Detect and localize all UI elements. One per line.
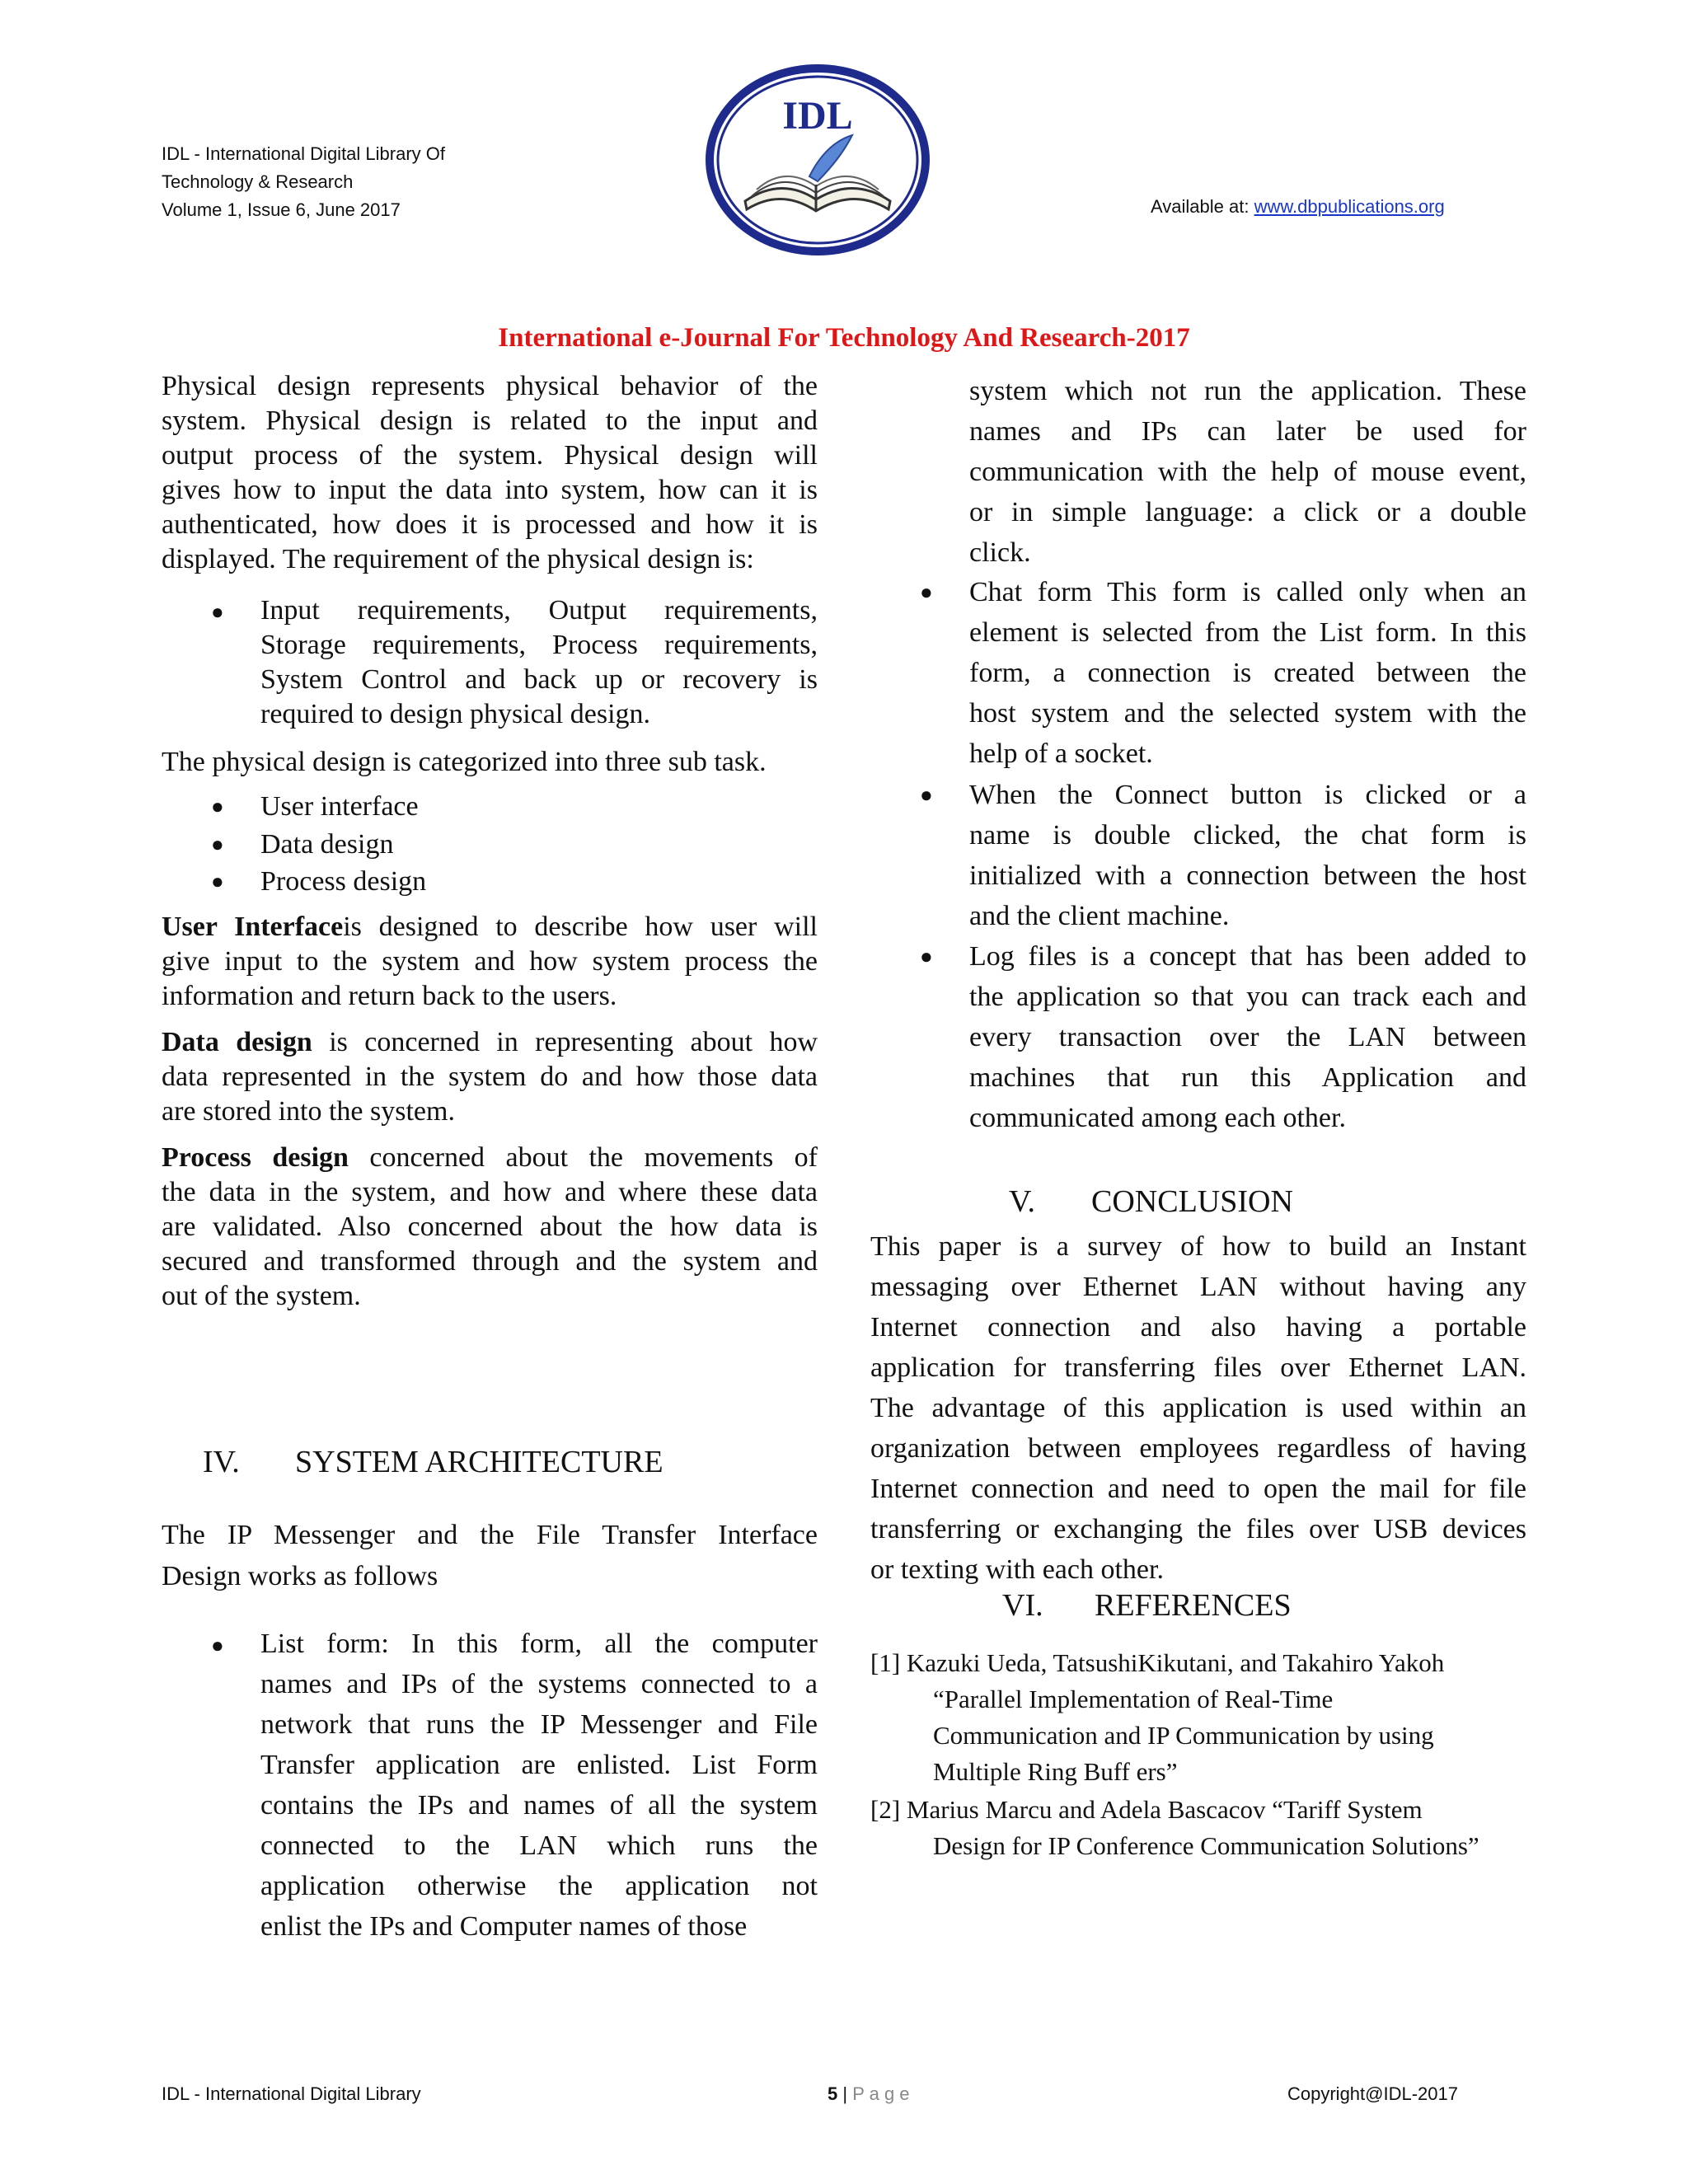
dd-bold: Data design — [162, 1027, 312, 1057]
ui-text: is designed to describe how user will — [343, 912, 818, 942]
log-line: machines that run this Application and — [969, 1062, 1526, 1093]
arch-line: Design works as follows — [162, 1561, 438, 1591]
bullet-icon: ● — [211, 600, 224, 624]
chat-form-bullet — [969, 572, 1526, 774]
process-design-para — [162, 1141, 818, 1314]
conclusion-line: or texting with each other. — [870, 1554, 1164, 1585]
intro-line: gives how to input the data into system, how can it is — [162, 475, 818, 505]
log-line: every transaction over the LAN between — [969, 1022, 1526, 1052]
requirements-bullet — [260, 593, 818, 732]
log-files-bullet — [969, 936, 1526, 1138]
arch-line: The IP Messenger and the File Transfer Interface — [162, 1520, 818, 1550]
ref2-line: [2] Marius Marcu and Adela Bascacov “Tariff System — [870, 1795, 1423, 1824]
section-6-number: VI. — [1002, 1588, 1043, 1623]
dd-line: are stored into the system. — [162, 1096, 455, 1127]
conclusion-para — [870, 1226, 1526, 1590]
bullet-line: System Control and back up or recovery is — [260, 664, 818, 695]
list-form-line: application otherwise the application not — [260, 1871, 818, 1901]
chat-line: form, a connection is created between the — [969, 658, 1526, 688]
log-line: Log files is a concept that has been added to — [969, 941, 1526, 972]
bullet-line: required to design physical design. — [260, 699, 651, 729]
pd-line: the data in the system, and how and where these data — [162, 1177, 818, 1207]
ui-line: give input to the system and how system process the — [162, 946, 818, 977]
footer-left: IDL - International Digital Library — [162, 2083, 421, 2104]
bullet-icon: ● — [211, 869, 224, 893]
list-form-line: enlist the IPs and Computer names of those — [260, 1911, 748, 1942]
available-label: Available at: — [1151, 196, 1254, 217]
pd-line: out of the system. — [162, 1281, 361, 1311]
intro-line: output process of the system. Physical design will — [162, 440, 818, 471]
bullet-line: Input requirements, Output requirements, — [260, 595, 818, 626]
connect-line: and the client machine. — [969, 901, 1230, 931]
conclusion-line: Internet connection and need to open the mail for file — [870, 1474, 1526, 1504]
bullet-icon: ● — [211, 794, 224, 818]
subtask-item: Data design — [260, 829, 394, 860]
footer-page — [828, 2083, 910, 2105]
list-form-line: List form: In this form, all the computer — [260, 1629, 818, 1659]
ref1-line: Communication and IP Communication by using — [933, 1721, 1434, 1750]
pd-line: are validated. Also concerned about the how data is — [162, 1212, 818, 1242]
header-line-3: Volume 1, Issue 6, June 2017 — [162, 199, 401, 220]
section-6-title: REFERENCES — [1095, 1588, 1292, 1623]
chat-line: host system and the selected system with the — [969, 698, 1526, 729]
subtask-item: Process design — [260, 866, 427, 897]
chat-line: help of a socket. — [969, 738, 1153, 769]
cont-line: system which not run the application. These — [969, 376, 1526, 406]
intro-line: authenticated, how does it is processed and how it is — [162, 509, 818, 540]
list-form-line: Transfer application are enlisted. List Form — [260, 1750, 818, 1780]
connect-line: When the Connect button is clicked or a — [969, 780, 1526, 810]
ui-line: information and return back to the users. — [162, 981, 617, 1011]
cont-line: names and IPs can later be used for — [969, 416, 1526, 447]
connect-line: initialized with a connection between the host — [969, 860, 1526, 891]
conclusion-line: transferring or exchanging the files over USB devices — [870, 1514, 1526, 1544]
cont-line: click. — [969, 537, 1031, 568]
header-left — [162, 140, 445, 224]
dd-line — [162, 1025, 818, 1060]
pd-text: concerned about the movements of — [348, 1142, 818, 1173]
section-4-title: SYSTEM ARCHITECTURE — [295, 1445, 663, 1479]
page-separator: | — [837, 2083, 853, 2104]
list-form-line: contains the IPs and names of all the system — [260, 1790, 818, 1821]
connect-bullet — [969, 775, 1526, 936]
header-line-2: Technology & Research — [162, 171, 354, 192]
cont-line: communication with the help of mouse event, — [969, 457, 1526, 487]
pd-line: secured and transformed through and the system and — [162, 1246, 818, 1277]
list-form-line: network that runs the IP Messenger and File — [260, 1709, 818, 1740]
cont-line: or in simple language: a click or a double — [969, 497, 1526, 527]
bullet-icon: ● — [920, 783, 933, 807]
section-5-title: CONCLUSION — [1091, 1184, 1293, 1219]
website-link[interactable]: www.dbpublications.org — [1254, 196, 1445, 217]
ref1-line: “Parallel Implementation of Real-Time — [933, 1685, 1334, 1713]
ui-bold: User Interface — [162, 912, 344, 942]
bullet-line: Storage requirements, Process requirements, — [260, 630, 818, 660]
left-intro — [162, 369, 818, 577]
dd-text: is concerned in representing about how — [312, 1027, 818, 1057]
footer-copyright: Copyright@IDL-2017 — [1287, 2083, 1458, 2104]
list-form-bullet — [260, 1624, 818, 1947]
section-5-number: V. — [1009, 1184, 1036, 1219]
ref1-line: [1] Kazuki Ueda, TatsushiKikutani, and Takahiro Yakoh — [870, 1648, 1445, 1677]
chat-line: Chat form This form is called only when an — [969, 577, 1526, 607]
header-line-1: IDL - International Digital Library Of — [162, 143, 445, 164]
list-form-continued — [969, 371, 1526, 573]
journal-title: International e-Journal For Technology And Research-2017 — [498, 323, 1190, 353]
header-right — [1151, 196, 1445, 218]
ref2-line: Design for IP Conference Communication Solutions” — [933, 1831, 1479, 1860]
idl-logo — [702, 61, 933, 259]
intro-line: system. Physical design is related to the input and — [162, 405, 818, 436]
conclusion-line: application for transferring files over Ethernet LAN. — [870, 1352, 1526, 1383]
page-number: 5 — [828, 2083, 838, 2104]
log-line: communicated among each other. — [969, 1103, 1346, 1133]
logo-text: IDL — [782, 94, 853, 138]
pd-line — [162, 1141, 818, 1175]
conclusion-line: Internet connection and also having a portable — [870, 1312, 1526, 1343]
list-form-line: names and IPs of the systems connected to a — [260, 1669, 818, 1699]
chat-line: element is selected from the List form. In this — [969, 617, 1526, 648]
section-4-number: IV. — [203, 1445, 240, 1479]
reference-1 — [870, 1645, 1444, 1790]
user-interface-para — [162, 910, 818, 1014]
bullet-icon: ● — [211, 1633, 224, 1657]
bullet-icon: ● — [920, 944, 933, 968]
conclusion-line: messaging over Ethernet LAN without having any — [870, 1272, 1526, 1302]
ref1-line: Multiple Ring Buff ers” — [933, 1757, 1178, 1786]
page-word: P a g e — [852, 2083, 910, 2104]
bullet-icon: ● — [920, 580, 933, 604]
architecture-para — [162, 1515, 818, 1597]
reference-2 — [870, 1792, 1479, 1864]
bullet-icon: ● — [211, 832, 224, 856]
subtask-line: The physical design is categorized into three sub task. — [162, 747, 767, 777]
subtask-item: User interface — [260, 791, 419, 822]
dd-line: data represented in the system do and how those data — [162, 1062, 818, 1092]
intro-line: Physical design represents physical behavior of the — [162, 371, 818, 401]
log-line: the application so that you can track each and — [969, 982, 1526, 1012]
connect-line: name is double clicked, the chat form is — [969, 820, 1526, 851]
conclusion-line: This paper is a survey of how to build an Instant — [870, 1231, 1526, 1262]
data-design-para — [162, 1025, 818, 1129]
ui-line — [162, 910, 818, 944]
pd-bold: Process design — [162, 1142, 349, 1173]
intro-line: displayed. The requirement of the physical design is: — [162, 544, 754, 574]
conclusion-line: organization between employees regardless of having — [870, 1433, 1526, 1464]
list-form-line: connected to the LAN which runs the — [260, 1830, 818, 1861]
conclusion-line: The advantage of this application is used within an — [870, 1393, 1526, 1423]
